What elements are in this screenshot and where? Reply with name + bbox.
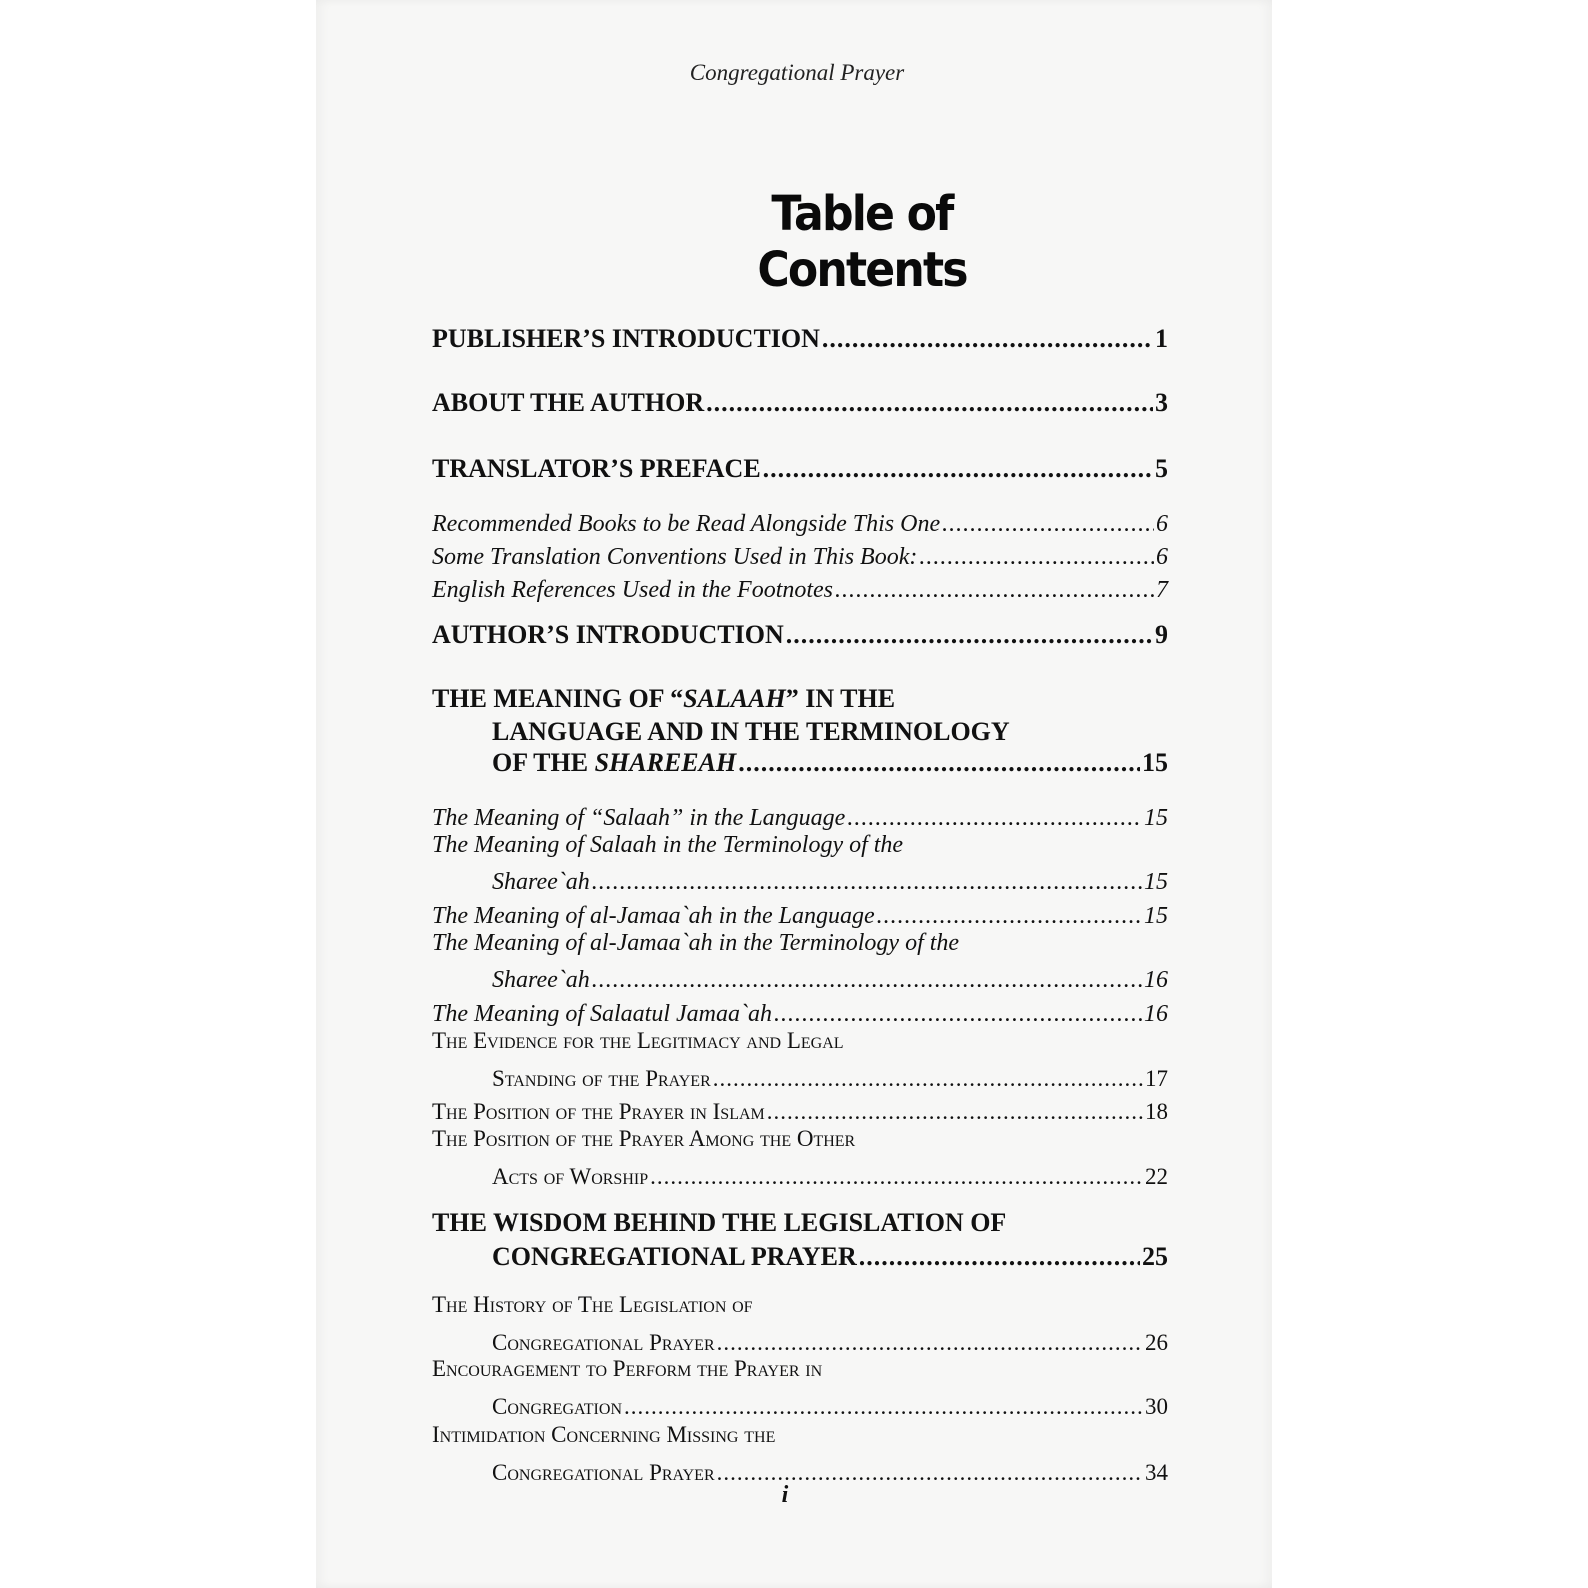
toc-entry-line: The Position of the Prayer Among the Other <box>432 1126 856 1151</box>
leader-dots <box>763 454 1153 484</box>
toc-entry-page: 6 <box>1156 511 1168 537</box>
toc-entry-label: The Meaning of “Salaah” in the Language <box>432 805 846 831</box>
toc-entry-line: The History of The Legislation of <box>432 1292 753 1317</box>
leader-dots <box>592 967 1142 994</box>
leader-dots <box>650 1164 1143 1190</box>
toc-entry <box>432 898 1168 930</box>
toc-entry <box>492 1388 1168 1420</box>
toc-entry-label: AUTHOR’S INTRODUCTION <box>432 620 784 649</box>
toc-entry <box>492 1158 1168 1190</box>
toc-entry-page: 17 <box>1145 1066 1168 1091</box>
toc-entry-label: Recommended Books to be Read Alongside This One <box>432 511 941 537</box>
toc-entry-page: 18 <box>1145 1099 1168 1124</box>
toc-entry-page: 30 <box>1145 1394 1168 1419</box>
leader-dots <box>624 1394 1143 1420</box>
toc-entry-page: 16 <box>1144 1001 1168 1027</box>
leader-dots <box>822 324 1153 354</box>
toc-entry-page: 3 <box>1155 388 1168 417</box>
toc-entry-label: CONGREGATIONAL PRAYER <box>492 1242 857 1271</box>
toc-entry <box>432 322 1168 354</box>
toc-entry <box>492 1454 1168 1486</box>
toc-entry-page: 9 <box>1155 620 1168 649</box>
toc-entry-line: Encouragement to Perform the Prayer in <box>432 1356 823 1381</box>
toc-entry <box>492 962 1168 994</box>
toc-entry <box>432 572 1168 604</box>
toc-entry-page: 5 <box>1155 454 1168 483</box>
toc-entry-line: The Evidence for the Legitimacy and Legal <box>432 1028 844 1053</box>
toc-entry <box>492 1240 1168 1272</box>
toc-entry <box>432 539 1168 571</box>
page-title: Table of Contents <box>757 186 967 298</box>
toc-entry-label: Standing of the Prayer <box>492 1066 711 1091</box>
toc-entry-page: 1 <box>1155 324 1168 353</box>
running-header: Congregational Prayer <box>689 60 905 85</box>
toc-entry-label: OF THE SHAREEAH <box>492 748 737 777</box>
toc-entry-page: 26 <box>1145 1330 1168 1355</box>
toc-entry-label: Acts of Worship <box>492 1164 649 1189</box>
toc-entry-label: Congregational Prayer <box>492 1460 715 1485</box>
toc-entry-label: Congregational Prayer <box>492 1330 715 1355</box>
toc-entry-label: ABOUT THE AUTHOR <box>432 388 705 417</box>
toc-entry-label: Sharee`ah <box>492 967 590 993</box>
toc-entry-label: PUBLISHER’S INTRODUCTION <box>432 324 820 353</box>
leader-dots <box>877 903 1142 930</box>
toc-entry-label: The Position of the Prayer in Islam <box>432 1099 765 1124</box>
toc-entry <box>432 1093 1168 1125</box>
leader-dots <box>919 544 1154 571</box>
toc-entry-page: 15 <box>1142 748 1168 777</box>
toc-entry-line: THE MEANING OF “SALAAH” IN THE <box>432 684 896 713</box>
toc-entry-page: 16 <box>1144 967 1168 993</box>
leader-dots <box>592 869 1142 896</box>
toc-entry <box>492 1060 1168 1092</box>
leader-dots <box>942 511 1154 538</box>
leader-dots <box>717 1330 1143 1356</box>
leader-dots <box>767 1099 1143 1125</box>
toc-entry-label: The Meaning of al-Jamaa`ah in the Language <box>432 903 875 929</box>
toc-entry-page: 7 <box>1156 577 1168 603</box>
toc-entry <box>432 618 1168 650</box>
toc-entry-label: TRANSLATOR’S PREFACE <box>432 454 761 483</box>
toc-entry-page: 6 <box>1156 544 1168 570</box>
toc-entry-page: 22 <box>1145 1164 1168 1189</box>
toc-entry-line: Intimidation Concerning Missing the <box>432 1422 776 1447</box>
leader-dots <box>738 748 1140 778</box>
toc-entry-line: LANGUAGE AND IN THE TERMINOLOGY <box>492 717 1010 746</box>
leader-dots <box>786 620 1153 650</box>
toc-entry-line: THE WISDOM BEHIND THE LEGISLATION OF <box>432 1208 1007 1237</box>
leader-dots <box>859 1242 1140 1272</box>
toc-entry <box>432 452 1168 484</box>
toc-entry-label: Congregation <box>492 1394 622 1419</box>
leader-dots <box>706 388 1153 418</box>
leader-dots <box>847 805 1142 832</box>
toc-entry <box>432 996 1168 1028</box>
toc-entry-page: 15 <box>1144 805 1168 831</box>
toc-entry-line: The Meaning of Salaah in the Terminology of the <box>432 832 904 858</box>
toc-entry-page: 15 <box>1144 903 1168 929</box>
leader-dots <box>774 1001 1142 1028</box>
toc-entry <box>492 864 1168 896</box>
toc-entry <box>432 800 1168 832</box>
toc-entry <box>492 1324 1168 1356</box>
page-number: i <box>781 1482 789 1508</box>
toc-entry <box>432 506 1168 538</box>
toc-entry-label: The Meaning of Salaatul Jamaa`ah <box>432 1001 772 1027</box>
leader-dots <box>713 1066 1143 1092</box>
toc-entry-page: 34 <box>1145 1460 1168 1485</box>
toc-entry-label: Sharee`ah <box>492 869 590 895</box>
toc-entry-page: 25 <box>1142 1242 1168 1271</box>
toc-entry-label: Some Translation Conventions Used in This Book: <box>432 544 918 570</box>
leader-dots <box>835 577 1154 604</box>
toc-entry-label: English References Used in the Footnotes <box>432 577 834 603</box>
toc-entry <box>432 386 1168 418</box>
toc-entry <box>492 746 1168 778</box>
toc-entry-line: The Meaning of al-Jamaa`ah in the Terminology of the <box>432 930 960 956</box>
toc-entry-page: 15 <box>1144 869 1168 895</box>
